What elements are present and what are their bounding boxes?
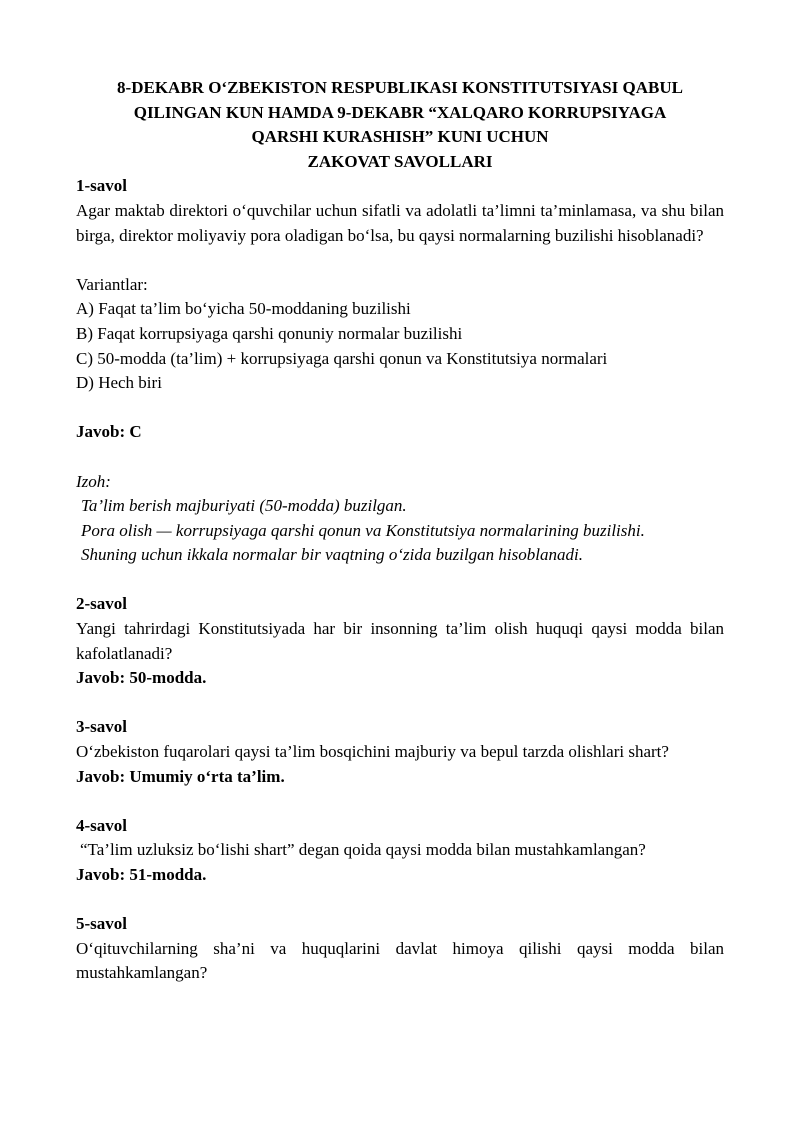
spacer	[76, 396, 724, 421]
question-5	[76, 912, 724, 986]
question-1-heading: 1-savol	[76, 176, 127, 196]
title-line-2: QILINGAN KUN HAMDA 9-DEKABR “XALQARO KORRUPSIYAGA	[133, 102, 667, 122]
spacer	[76, 691, 724, 716]
note-line-3: Shuning uchun ikkala normalar bir vaqtning o‘zida buzilgan hisoblanadi.	[81, 545, 583, 565]
option-c: C) 50-modda (ta’lim) + korrupsiyaga qarshi qonun va Konstitutsiya normalari	[76, 348, 608, 368]
question-2	[76, 592, 724, 690]
question-4-answer: Javob: 51-modda.	[76, 865, 207, 884]
question-1	[76, 174, 724, 568]
question-3-text: O‘zbekiston fuqarolari qaysi ta’lim bosqichini majburiy va bepul tarzda olishlari shart?	[76, 742, 669, 762]
title-line-4: ZAKOVAT SAVOLLARI	[307, 151, 493, 171]
question-2-heading: 2-savol	[76, 594, 127, 614]
spacer	[76, 789, 724, 814]
spacer	[76, 248, 724, 273]
question-1-answer: Javob: C	[76, 422, 142, 442]
question-2-text: Yangi tahrirdagi Konstitutsiyada har bir insonning ta’lim olish huquqi qaysi modda bilan kafolatlanadi?	[76, 619, 724, 663]
spacer	[76, 445, 724, 470]
option-d: D) Hech biri	[76, 373, 162, 393]
title-line-1: 8-DEKABR O‘ZBEKISTON RESPUBLIKASI KONSTITUTSIYASI QABUL	[117, 78, 683, 97]
document-page	[76, 76, 724, 986]
question-3-heading: 3-savol	[76, 717, 127, 737]
question-2-answer: Javob: 50-modda.	[76, 668, 207, 688]
question-3-answer: Javob: Umumiy o‘rta ta’lim.	[76, 766, 285, 786]
question-5-text: O‘qituvchilarning sha’ni va huquqlarini davlat himoya qilishi qaysi modda bilan mustahkamlangan?	[76, 938, 724, 983]
title-line-3: QARSHI KURASHISH” KUNI UCHUN	[251, 127, 549, 147]
note-label: Izoh:	[76, 471, 111, 491]
question-4-text: “Ta’lim uzluksiz bo‘lishi shart” degan qoida qaysi modda bilan mustahkamlangan?	[80, 840, 646, 860]
spacer	[76, 568, 724, 593]
question-5-heading: 5-savol	[76, 914, 127, 934]
question-1-text: Agar maktab direktori o‘quvchilar uchun sifatli va adolatli ta’limni ta’minlamasa, va shu bilan birga, direktor moliyaviy pora oladigan bo‘lsa, bu qaysi normalarning buzilishi hisoblanadi?	[76, 200, 724, 245]
option-b: B) Faqat korrupsiyaga qarshi qonuniy normalar buzilishi	[76, 323, 463, 343]
document-title	[76, 76, 724, 174]
spacer	[76, 888, 724, 913]
variants-label: Variantlar:	[76, 274, 148, 294]
note-line-2: Pora olish — korrupsiyaga qarshi qonun va Konstitutsiya normalarining buzilishi.	[81, 520, 645, 540]
option-a: A) Faqat ta’lim bo‘yicha 50-moddaning buzilishi	[76, 299, 411, 319]
note-line-1: Ta’lim berish majburiyati (50-modda) buzilgan.	[81, 496, 407, 516]
question-4	[76, 814, 724, 888]
question-3	[76, 715, 724, 789]
question-4-heading: 4-savol	[76, 815, 127, 835]
